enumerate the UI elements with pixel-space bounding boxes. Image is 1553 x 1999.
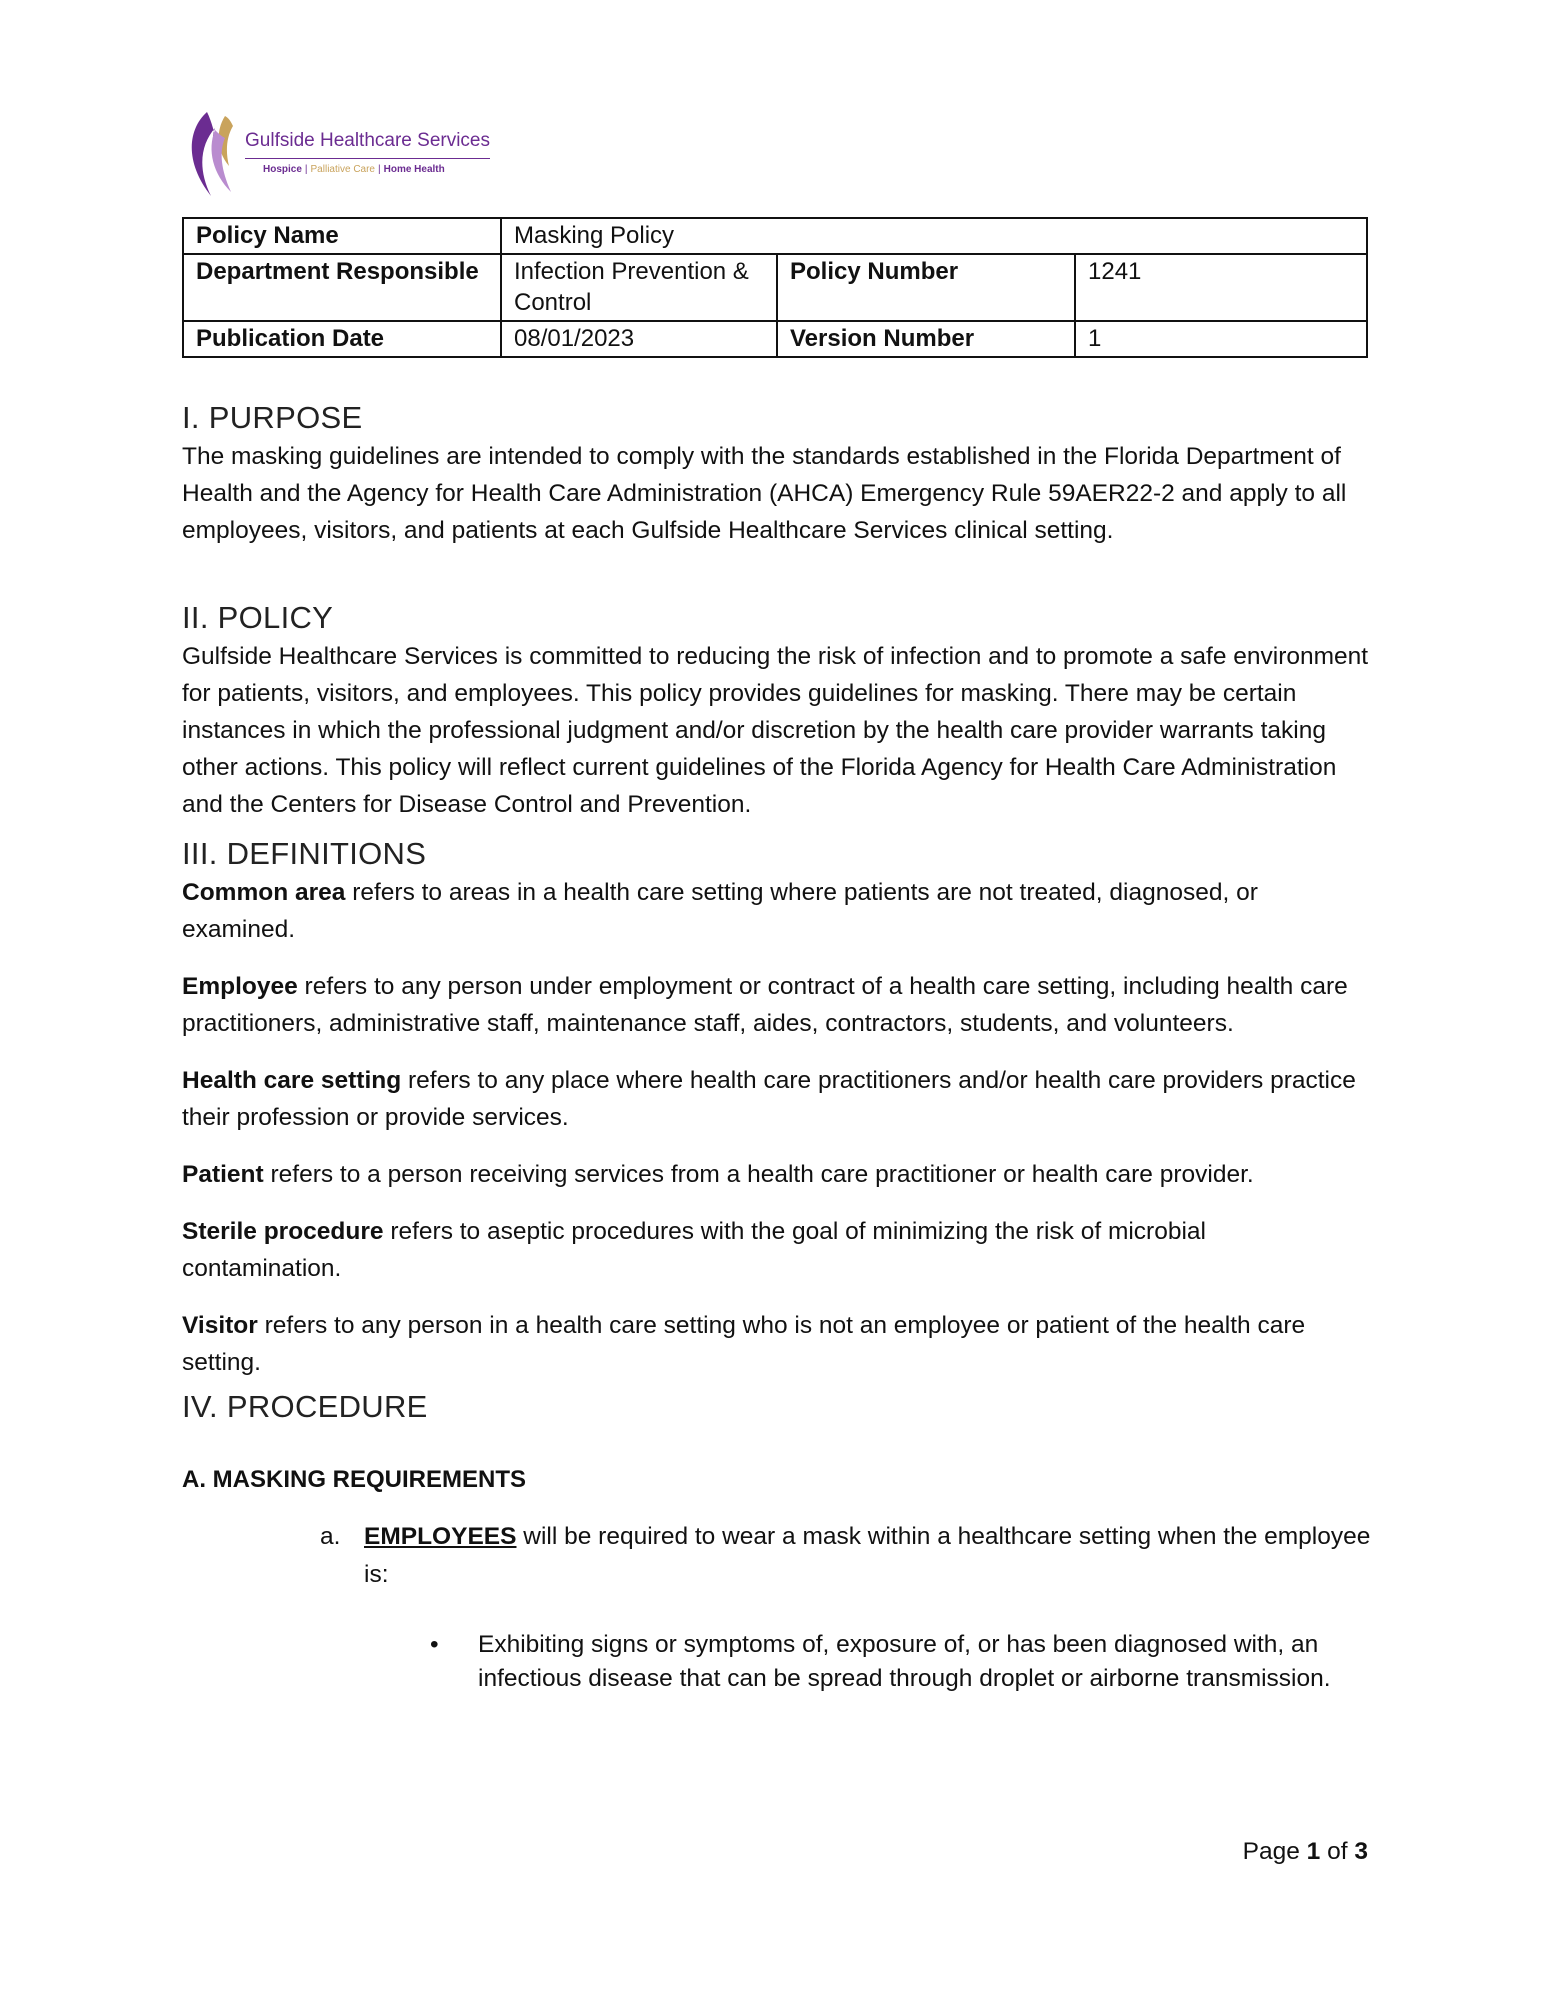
definition-employee — [182, 968, 1372, 1042]
definition-term: Employee — [182, 973, 298, 1000]
bullet-text: Exhibiting signs or symptoms of, exposure of, or has been diagnosed with, an infectious disease that can be spread through droplet or airborne transmission. — [478, 1631, 1331, 1692]
tagline-separator: | — [378, 164, 381, 175]
procedure-heading: IV. PROCEDURE — [182, 1389, 428, 1424]
table-row — [183, 321, 1367, 357]
purpose-heading: I. PURPOSE — [182, 400, 363, 435]
flame-logo-icon — [185, 108, 245, 203]
list-marker: a. — [320, 1523, 341, 1550]
definition-term: Common area — [182, 879, 346, 906]
page-of: of — [1320, 1838, 1355, 1865]
policy-number-label: Policy Number — [777, 254, 1075, 321]
definition-text: refers to any person in a health care setting who is not an employee or patient of the health care setting. — [182, 1312, 1306, 1376]
table-row — [183, 218, 1367, 254]
policy-name-label: Policy Name — [183, 218, 501, 254]
table-row — [183, 254, 1367, 321]
policy-heading: II. POLICY — [182, 600, 334, 635]
bullet-icon: • — [430, 1631, 439, 1658]
definitions-heading: III. DEFINITIONS — [182, 836, 427, 871]
purpose-text: The masking guidelines are intended to comply with the standards established in the Florida Department of Health and the Agency for Health Care Administration (AHCA) Emergency Rule 59AER22-2 and apply to all employees, visitors, and patients at each Gulfside Healthcare Services clinical setting. — [182, 443, 1347, 544]
department-value: Infection Prevention & Control — [501, 254, 777, 321]
tagline-separator: | — [304, 164, 308, 175]
department-label: Department Responsible — [183, 254, 501, 321]
tagline-hospice: Hospice — [263, 164, 302, 175]
list-item-employees — [182, 1518, 1372, 1594]
definition-patient — [182, 1156, 1372, 1193]
definition-term: Health care setting — [182, 1067, 402, 1094]
tagline-palliative-care: Palliative Care — [310, 164, 375, 175]
employees-emphasis: EMPLOYEES — [364, 1523, 517, 1550]
page-total: 3 — [1354, 1838, 1368, 1865]
definition-visitor — [182, 1307, 1372, 1381]
policy-name-value: Masking Policy — [501, 218, 1367, 254]
definition-term: Visitor — [182, 1312, 258, 1339]
logo-divider — [245, 158, 490, 159]
definition-text: refers to a person receiving services from a health care practitioner or health care provider. — [263, 1161, 1254, 1188]
definition-text: refers to any person under employment or contract of a health care setting, including health care practitioners, administrative staff, maintenance staff, aides, contractors, students, and volunteers. — [182, 973, 1348, 1037]
masking-requirements-subheading: A. MASKING REQUIREMENTS — [182, 1466, 527, 1493]
tagline-home-health: Home Health — [383, 164, 445, 175]
publication-date-label: Publication Date — [183, 321, 501, 357]
version-number-label: Version Number — [777, 321, 1075, 357]
policy-info-table — [182, 217, 1368, 358]
definition-text: refers to any place where health care practitioners and/or health care providers practice their profession or provide services. — [182, 1067, 1356, 1131]
logo-company-name: Gulfside Healthcare Services — [245, 130, 490, 151]
definition-text: refers to areas in a health care setting where patients are not treated, diagnosed, or examined. — [182, 879, 1258, 943]
document-body — [182, 398, 1372, 1696]
policy-number-value: 1241 — [1075, 254, 1367, 321]
definition-common-area — [182, 874, 1372, 948]
page-current: 1 — [1306, 1838, 1321, 1865]
definition-health-care-setting — [182, 1062, 1372, 1136]
list-item-text: will be required to wear a mask within a healthcare setting when the employee is: — [364, 1523, 1371, 1588]
definition-term: Sterile procedure — [182, 1218, 384, 1245]
definition-term: Patient — [182, 1161, 264, 1188]
company-logo — [185, 108, 515, 203]
definition-sterile-procedure — [182, 1213, 1372, 1287]
publication-date-value: 08/01/2023 — [501, 321, 777, 357]
definition-text: refers to aseptic procedures with the goal of minimizing the risk of microbial contamination. — [182, 1218, 1206, 1282]
logo-tagline — [263, 164, 445, 175]
page-prefix: Page — [1242, 1838, 1307, 1865]
policy-text: Gulfside Healthcare Services is committed to reducing the risk of infection and to promote a safe environment for patients, visitors, and employees. This policy provides guidelines for masking. There may be certain instances in which the professional judgment and/or discretion by the health care provider warrants taking other actions. This policy will reflect current guidelines of the Florida Agency for Health Care Administration and the Centers for Disease Control and Prevention. — [182, 643, 1369, 818]
version-number-value: 1 — [1075, 321, 1367, 357]
page-number — [1243, 1838, 1368, 1866]
bullet-item-symptoms — [182, 1628, 1372, 1696]
